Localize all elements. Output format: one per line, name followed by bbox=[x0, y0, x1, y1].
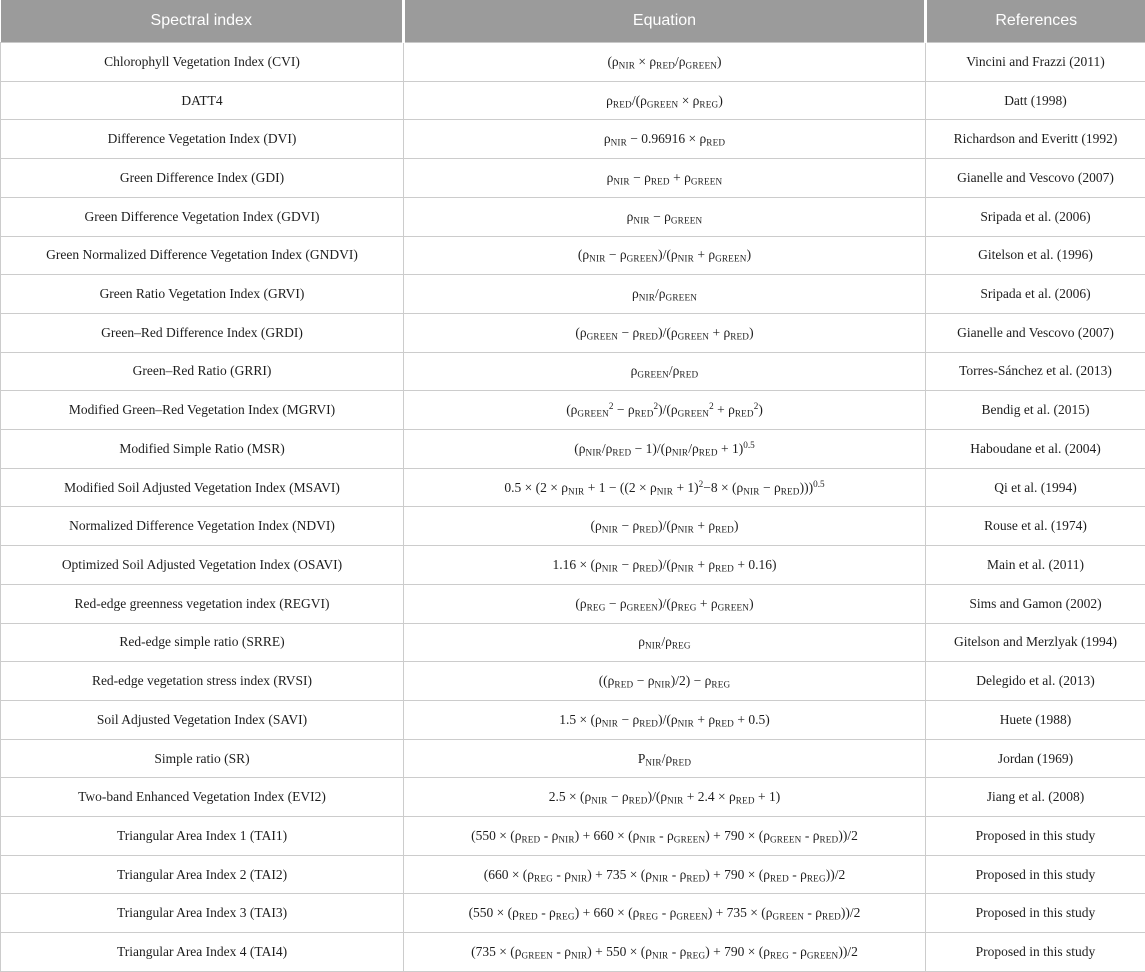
index-cell: Optimized Soil Adjusted Vegetation Index (OSAVI) bbox=[1, 546, 404, 585]
equation-cell: $\rho_{NIR}/\rho_{GREEN}$ bbox=[404, 275, 926, 314]
reference-cell: Haboudane et al. (2004) bbox=[926, 430, 1145, 469]
reference-cell: Proposed in this study bbox=[926, 894, 1145, 933]
col-header-spectral-index: Spectral index bbox=[1, 0, 404, 43]
index-cell: Red-edge simple ratio (SRRE) bbox=[1, 623, 404, 662]
reference-cell: Gianelle and Vescovo (2007) bbox=[926, 159, 1145, 198]
reference-cell: Jiang et al. (2008) bbox=[926, 778, 1145, 817]
table-row bbox=[1, 623, 1145, 662]
table-row bbox=[1, 43, 1145, 82]
reference-cell: Torres-Sánchez et al. (2013) bbox=[926, 352, 1145, 391]
table-row bbox=[1, 739, 1145, 778]
equation-cell: $(735 \times (\rho_{GREEN} - \rho_{NIR}) + 550 \times (\rho_{NIR} - \rho_{REG}) + 790 \times (\rho_{REG} - \rho_{GREEN}))/2$ bbox=[404, 933, 926, 972]
reference-cell: Vincini and Frazzi (2011) bbox=[926, 43, 1145, 82]
table-row bbox=[1, 894, 1145, 933]
index-cell: Triangular Area Index 4 (TAI4) bbox=[1, 933, 404, 972]
equation-cell: $2.5 \times (\rho_{NIR} - \rho_{RED})/(\rho_{NIR} + 2.4 \times \rho_{RED} + 1)$ bbox=[404, 778, 926, 817]
equation-cell: $\rho_{NIR}/\rho_{REG}$ bbox=[404, 623, 926, 662]
index-cell: Triangular Area Index 1 (TAI1) bbox=[1, 817, 404, 856]
table-row bbox=[1, 352, 1145, 391]
reference-cell: Jordan (1969) bbox=[926, 739, 1145, 778]
reference-cell: Gitelson and Merzlyak (1994) bbox=[926, 623, 1145, 662]
table-row bbox=[1, 817, 1145, 856]
col-header-equation: Equation bbox=[404, 0, 926, 43]
equation-cell: $(\rho_{NIR} - \rho_{GREEN})/(\rho_{NIR} + \rho_{GREEN})$ bbox=[404, 236, 926, 275]
reference-cell: Proposed in this study bbox=[926, 817, 1145, 856]
table-row bbox=[1, 468, 1145, 507]
equation-cell: $(\rho_{GREEN}^2 - \rho_{RED}^2)/(\rho_{GREEN}^2 + \rho_{RED}^2)$ bbox=[404, 391, 926, 430]
table-row bbox=[1, 778, 1145, 817]
equation-cell: $\rho_{GREEN}/\rho_{RED}$ bbox=[404, 352, 926, 391]
equation-cell: $\rho_{NIR} - \rho_{GREEN}$ bbox=[404, 197, 926, 236]
index-cell: Two-band Enhanced Vegetation Index (EVI2) bbox=[1, 778, 404, 817]
index-cell: Difference Vegetation Index (DVI) bbox=[1, 120, 404, 159]
reference-cell: Rouse et al. (1974) bbox=[926, 507, 1145, 546]
table-row bbox=[1, 120, 1145, 159]
equation-cell: $(\rho_{GREEN} - \rho_{RED})/(\rho_{GREEN} + \rho_{RED})$ bbox=[404, 313, 926, 352]
reference-cell: Sripada et al. (2006) bbox=[926, 275, 1145, 314]
table-row bbox=[1, 159, 1145, 198]
index-cell: Red-edge greenness vegetation index (REGVI) bbox=[1, 584, 404, 623]
index-cell: Green Ratio Vegetation Index (GRVI) bbox=[1, 275, 404, 314]
table-row bbox=[1, 391, 1145, 430]
equation-cell: $\rho_{NIR} - 0.96916 \times \rho_{RED}$ bbox=[404, 120, 926, 159]
index-cell: Green Normalized Difference Vegetation Index (GNDVI) bbox=[1, 236, 404, 275]
index-cell: Modified Soil Adjusted Vegetation Index (MSAVI) bbox=[1, 468, 404, 507]
table-row bbox=[1, 584, 1145, 623]
equation-cell: $(550 \times (\rho_{RED} - \rho_{REG}) + 660 \times (\rho_{REG} - \rho_{GREEN}) + 735 \times (\rho_{GREEN} - \rho_{RED}))/2$ bbox=[404, 894, 926, 933]
table-row bbox=[1, 275, 1145, 314]
index-cell: Triangular Area Index 2 (TAI2) bbox=[1, 855, 404, 894]
index-cell: Soil Adjusted Vegetation Index (SAVI) bbox=[1, 700, 404, 739]
reference-cell: Delegido et al. (2013) bbox=[926, 662, 1145, 701]
table-row bbox=[1, 236, 1145, 275]
table-row bbox=[1, 700, 1145, 739]
table-row bbox=[1, 197, 1145, 236]
reference-cell: Richardson and Everitt (1992) bbox=[926, 120, 1145, 159]
reference-cell: Huete (1988) bbox=[926, 700, 1145, 739]
index-cell: Normalized Difference Vegetation Index (NDVI) bbox=[1, 507, 404, 546]
index-cell: Modified Green–Red Vegetation Index (MGRVI) bbox=[1, 391, 404, 430]
reference-cell: Gianelle and Vescovo (2007) bbox=[926, 313, 1145, 352]
equation-cell: $0.5 \times (2 \times \rho_{NIR} + 1 - ((2 \times \rho_{NIR} + 1)^2-8 \times (\rho_{NIR} - \rho_{RED})))^{0.5}$ bbox=[404, 468, 926, 507]
table-row bbox=[1, 313, 1145, 352]
table-row bbox=[1, 662, 1145, 701]
reference-cell: Gitelson et al. (1996) bbox=[926, 236, 1145, 275]
equation-cell: $\rho_{RED}/(\rho_{GREEN} \times \rho_{REG})$ bbox=[404, 81, 926, 120]
table-row bbox=[1, 430, 1145, 469]
index-cell: Green–Red Difference Index (GRDI) bbox=[1, 313, 404, 352]
equation-cell: $(660 \times (\rho_{REG} - \rho_{NIR}) + 735 \times (\rho_{NIR} - \rho_{RED}) + 790 \times (\rho_{RED} - \rho_{REG}))/2$ bbox=[404, 855, 926, 894]
equation-cell: $1.16 \times (\rho_{NIR} - \rho_{RED})/(\rho_{NIR} + \rho_{RED} + 0.16)$ bbox=[404, 546, 926, 585]
index-cell: Chlorophyll Vegetation Index (CVI) bbox=[1, 43, 404, 82]
equation-cell: $1.5 \times (\rho_{NIR} - \rho_{RED})/(\rho_{NIR} + \rho_{RED} + 0.5)$ bbox=[404, 700, 926, 739]
index-cell: Simple ratio (SR) bbox=[1, 739, 404, 778]
table-row bbox=[1, 81, 1145, 120]
col-header-references: References bbox=[926, 0, 1145, 43]
equation-cell: $(\rho_{NIR} - \rho_{RED})/(\rho_{NIR} + \rho_{RED})$ bbox=[404, 507, 926, 546]
table-body bbox=[1, 43, 1145, 972]
reference-cell: Sripada et al. (2006) bbox=[926, 197, 1145, 236]
equation-cell: $P_{NIR}/\rho_{RED}$ bbox=[404, 739, 926, 778]
index-cell: Red-edge vegetation stress index (RVSI) bbox=[1, 662, 404, 701]
equation-cell: $((\rho_{RED} - \rho_{NIR})/2) - \rho_{REG}$ bbox=[404, 662, 926, 701]
table-row bbox=[1, 855, 1145, 894]
reference-cell: Qi et al. (1994) bbox=[926, 468, 1145, 507]
header-row bbox=[1, 0, 1145, 43]
index-cell: Green Difference Vegetation Index (GDVI) bbox=[1, 197, 404, 236]
table-row bbox=[1, 933, 1145, 972]
equation-cell: $(\rho_{REG} - \rho_{GREEN})/(\rho_{REG} + \rho_{GREEN})$ bbox=[404, 584, 926, 623]
index-cell: Green–Red Ratio (GRRI) bbox=[1, 352, 404, 391]
reference-cell: Sims and Gamon (2002) bbox=[926, 584, 1145, 623]
index-cell: Triangular Area Index 3 (TAI3) bbox=[1, 894, 404, 933]
equation-cell: $(550 \times (\rho_{RED} - \rho_{NIR}) + 660 \times (\rho_{NIR} - \rho_{GREEN}) + 790 \times (\rho_{GREEN} - \rho_{RED}))/2$ bbox=[404, 817, 926, 856]
equation-cell: $(\rho_{NIR} \times \rho_{RED}/\rho_{GREEN})$ bbox=[404, 43, 926, 82]
reference-cell: Bendig et al. (2015) bbox=[926, 391, 1145, 430]
reference-cell: Proposed in this study bbox=[926, 855, 1145, 894]
index-cell: Modified Simple Ratio (MSR) bbox=[1, 430, 404, 469]
equation-cell: $(\rho_{NIR}/\rho_{RED} - 1)/(\rho_{NIR}/\rho_{RED} + 1)^{0.5}$ bbox=[404, 430, 926, 469]
reference-cell: Main et al. (2011) bbox=[926, 546, 1145, 585]
table-row bbox=[1, 546, 1145, 585]
index-cell: Green Difference Index (GDI) bbox=[1, 159, 404, 198]
table-row bbox=[1, 507, 1145, 546]
reference-cell: Datt (1998) bbox=[926, 81, 1145, 120]
index-cell: DATT4 bbox=[1, 81, 404, 120]
equation-cell: $\rho_{NIR} - \rho_{RED} + \rho_{GREEN}$ bbox=[404, 159, 926, 198]
reference-cell: Proposed in this study bbox=[926, 933, 1145, 972]
